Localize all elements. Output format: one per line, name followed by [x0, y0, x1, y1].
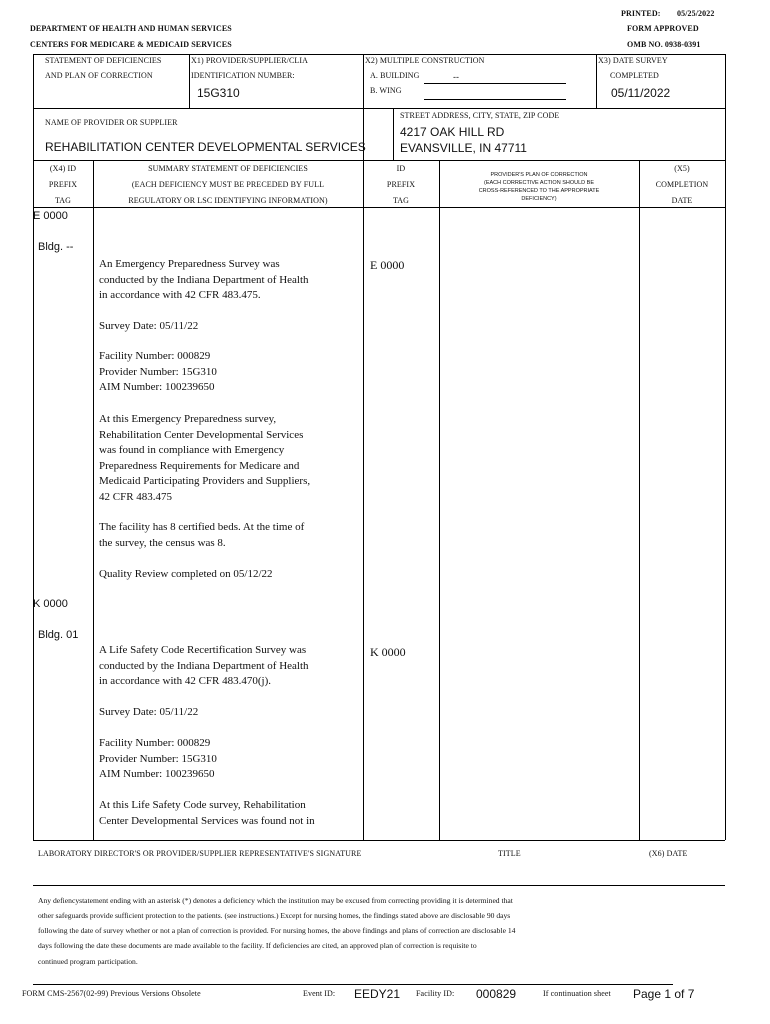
k-paragraph-2: Survey Date: 05/11/22 [99, 706, 199, 718]
id-header-line2: PREFIX [386, 180, 416, 189]
summary-header-line3: REGULATORY OR LSC IDENTIFYING INFORMATION) [128, 196, 328, 205]
event-id-value: EEDY21 [354, 987, 401, 1001]
event-id-label: Event ID: [303, 989, 336, 998]
poc-header-line3: CROSS-REFERENCED TO THE APPROPRIATE [478, 188, 600, 194]
disclaimer-line-5: continued program participation. [38, 957, 138, 966]
x1-label-line2: IDENTIFICATION NUMBER: [191, 71, 295, 80]
x4-header-line2: PREFIX [48, 180, 78, 189]
omb-number: OMB NO. 0938-0391 [627, 40, 701, 49]
address-label: STREET ADDRESS, CITY, STATE, ZIP CODE [400, 111, 560, 120]
k-paragraph-3: Facility Number: 000829 Provider Number: 15G310 AIM Number: 100239650 [99, 737, 217, 780]
provider-name: REHABILITATION CENTER DEVELOPMENTAL SERVICES [45, 140, 366, 154]
k-tag-right: K 0000 [370, 645, 406, 659]
centers-name: CENTERS FOR MEDICARE & MEDICAID SERVICES [30, 40, 232, 49]
form-approved: FORM APPROVED [627, 24, 699, 33]
printed-date: 05/25/2022 [677, 9, 715, 18]
e-paragraph-4: At this Emergency Preparedness survey, Rehabilitation Center Developmental Services was found in compliance with Emergency Preparedness Requirements for Medicare and Medicaid Participating Providers and Suppliers, 42 CFR 483.475 [99, 413, 311, 503]
summary-header-line1: SUMMARY STATEMENT OF DEFICIENCIES [148, 164, 308, 173]
poc-header-line2: (EACH CORRECTIVE ACTION SHOULD BE [483, 180, 595, 186]
statement-label-line2: AND PLAN OF CORRECTION [45, 71, 153, 80]
building-value: -- [453, 72, 459, 82]
x5-header-line1: (X5) [674, 164, 690, 173]
form-number: FORM CMS-2567(02-99) Previous Versions Obsolete [22, 989, 201, 998]
director-signature-label: LABORATORY DIRECTOR'S OR PROVIDER/SUPPLIER REPRESENTATIVE'S SIGNATURE [38, 849, 362, 858]
printed-label: PRINTED: [621, 9, 661, 18]
x5-header-line2: COMPLETION [655, 180, 709, 189]
department-name: DEPARTMENT OF HEALTH AND HUMAN SERVICES [30, 24, 232, 33]
id-header-line1: ID [396, 164, 406, 173]
facility-id-label: Facility ID: [416, 989, 455, 998]
e-paragraph-3: Facility Number: 000829 Provider Number: 15G310 AIM Number: 100239650 [99, 350, 217, 393]
x2-label: X2) MULTIPLE CONSTRUCTION [365, 56, 485, 65]
x3-label-line1: X3) DATE SURVEY [598, 56, 668, 65]
statement-label-line1: STATEMENT OF DEFICIENCIES [45, 56, 162, 65]
x4-header-line1: (X4) ID [49, 164, 77, 173]
e-paragraph-1: An Emergency Preparedness Survey was conducted by the Indiana Department of Health in accordance with 42 CFR 483.475. [99, 258, 309, 301]
e-building: Bldg. -- [38, 241, 74, 253]
e-paragraph-5: The facility has 8 certified beds. At the time of the survey, the census was 8. [99, 521, 305, 549]
x4-header-line3: TAG [54, 196, 72, 205]
k-tag-left: K 0000 [33, 598, 68, 610]
k-building: Bldg. 01 [38, 629, 79, 641]
disclaimer-line-1: Any defiencystatement ending with an asterisk (*) denotes a deficiency which the institution may be excused from correcting providing it is determined that [38, 896, 513, 905]
e-tag-left: E 0000 [33, 210, 68, 222]
k-paragraph-4: At this Life Safety Code survey, Rehabilitation Center Developmental Services was found not in [99, 799, 315, 827]
signature-date-label: (X6) DATE [649, 849, 688, 858]
provider-name-label: NAME OF PROVIDER OR SUPPLIER [45, 118, 178, 127]
survey-completed-date: 05/11/2022 [611, 86, 671, 100]
k-paragraph-1: A Life Safety Code Recertification Survey was conducted by the Indiana Department of Health in accordance with 42 CFR 483.470(j). [99, 644, 309, 687]
e-tag-right: E 0000 [370, 258, 405, 272]
address-line2: EVANSVILLE, IN 47711 [400, 141, 527, 155]
x5-header-line3: DATE [671, 196, 693, 205]
facility-id-value: 000829 [476, 987, 517, 1001]
continuation-label: If continuation sheet [543, 989, 611, 998]
disclaimer-line-3: following the date of survey whether or not a plan of correction is provided. For nursing homes, the above findings and plans of correction are disclosable 14 [38, 926, 516, 935]
disclaimer-line-4: days following the date these documents are made available to the facility. If deficiencies are cited, an approved plan of correction is requisite to [38, 941, 477, 950]
building-label: A. BUILDING [370, 71, 420, 80]
poc-header-line4: DEFICIENCY) [521, 196, 557, 202]
e-paragraph-2: Survey Date: 05/11/22 [99, 320, 199, 332]
x1-label-line1: X1) PROVIDER/SUPPLIER/CLIA [191, 56, 309, 65]
id-header-line3: TAG [392, 196, 410, 205]
summary-header-line2: (EACH DEFICIENCY MUST BE PRECEDED BY FULL [131, 180, 325, 189]
x3-label-line2: COMPLETED [610, 71, 659, 80]
e-paragraph-6: Quality Review completed on 05/12/22 [99, 568, 273, 580]
poc-header-line1: PROVIDER'S PLAN OF CORRECTION [490, 172, 588, 178]
wing-label: B. WING [370, 86, 402, 95]
address-line1: 4217 OAK HILL RD [400, 125, 505, 139]
title-label: TITLE [498, 849, 521, 858]
disclaimer-line-2: other safeguards provide sufficient protection to the patients. (see instructions.) Except for nursing homes, the findings stated above are disclosable 90 days [38, 911, 511, 920]
page-number: Page 1 of 7 [633, 987, 695, 1001]
provider-id-number: 15G310 [197, 86, 240, 100]
